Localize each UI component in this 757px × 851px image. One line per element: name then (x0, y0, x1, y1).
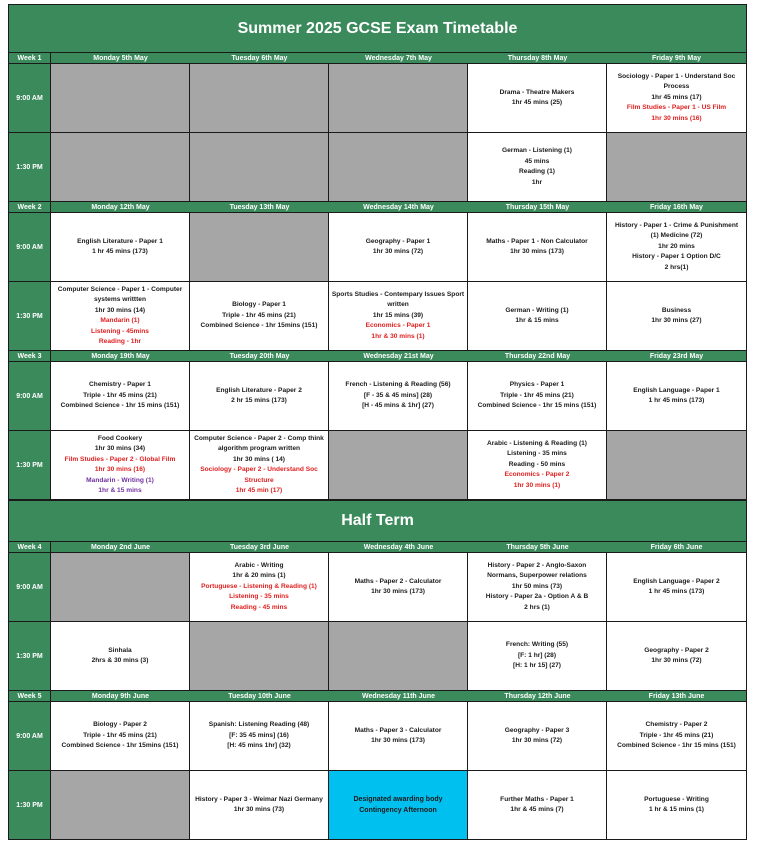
exam-cell (329, 553, 468, 621)
exam-line: 1hr 30 mins ( 14) (232, 455, 286, 463)
exam-line: Geography - Paper 1 (365, 237, 431, 245)
day-header: Wednesday 7th May (365, 54, 432, 62)
day-header: Tuesday 10th June (228, 692, 291, 700)
exam-cell (468, 213, 607, 281)
exam-line: Listening - 35 mins (507, 450, 567, 458)
time-label: 1:30 PM (9, 282, 51, 350)
weeks-before-half-term (8, 53, 747, 500)
time-slot-row (9, 63, 746, 132)
time-slot-row (9, 701, 746, 770)
exam-line: 1hr 30 mins (72) (651, 657, 702, 664)
exam-line: French - Listening & Reading (56) (345, 381, 451, 389)
week-label: Week 1 (9, 53, 51, 63)
exam-line: Combined Science - 1hr 15 mins (151) (60, 402, 180, 410)
day-header: Thursday 15th May (505, 203, 570, 211)
day-header: Friday 16th May (650, 203, 703, 211)
exam-line: Triple - 1hr 45 mins (21) (500, 391, 574, 399)
empty-slot (51, 133, 190, 201)
exam-line: [H: 45 mins 1hr] (32) (227, 742, 291, 750)
week-block (8, 691, 747, 840)
week-header-row (9, 691, 746, 701)
week-header-row (9, 53, 746, 63)
exam-line: [H: 1 hr 15] (27) (513, 662, 561, 670)
week-label: Week 5 (9, 691, 51, 701)
exam-line: 1hr 30 mins (173) (371, 737, 425, 744)
exam-line: written (387, 301, 409, 309)
day-header: Wednesday 11th June (361, 692, 435, 700)
exam-line: Sociology - Paper 1 - Understand Soc (617, 72, 736, 80)
week-block (8, 542, 747, 691)
exam-cell (607, 64, 746, 132)
exam-line: 1hr 30 mins (27) (651, 317, 702, 324)
empty-slot (190, 622, 329, 690)
exam-line: Film Studies - Paper 1 - US Film (626, 104, 727, 112)
day-header: Monday 2nd June (90, 543, 151, 551)
day-header: Tuesday 13th May (229, 203, 290, 211)
exam-line: [F: 35 45 mins] (16) (229, 731, 289, 739)
exam-line: [F: 1 hr] (28) (517, 651, 557, 659)
time-label: 1:30 PM (9, 133, 51, 201)
exam-cell (468, 553, 607, 621)
exam-cell (607, 213, 746, 281)
empty-slot (329, 622, 468, 690)
exam-cell (51, 282, 190, 350)
exam-cell (607, 553, 746, 621)
exam-line: Food Cookery (97, 434, 143, 442)
exam-cell (607, 362, 746, 430)
exam-line: English Language - Paper 2 (633, 577, 720, 585)
exam-line: Economics - Paper 2 (504, 471, 570, 479)
exam-line: Structure (244, 476, 274, 484)
exam-line: Film Studies - Paper 2 - Global Film (64, 455, 176, 463)
exam-cell (190, 362, 329, 430)
exam-line: History - Paper 2 - Anglo-Saxon (487, 561, 587, 569)
exam-line: Triple - 1hr 45 mins (21) (83, 391, 157, 399)
empty-slot (51, 64, 190, 132)
exam-line: 1hr 30 mins (16) (651, 114, 702, 122)
exam-line: Economics - Paper 1 (365, 322, 431, 330)
exam-line: Computer Science - Paper 1 - Computer (57, 285, 183, 293)
exam-cell (329, 702, 468, 770)
exam-line: Triple - 1hr 45 mins (21) (222, 311, 296, 319)
day-header: Thursday 12th June (504, 692, 571, 700)
exam-line: algorithm program written (217, 445, 301, 452)
exam-line: 1hr (531, 178, 543, 186)
exam-line: Physics - Paper 1 (509, 381, 565, 389)
exam-line: Geography - Paper 3 (504, 726, 570, 734)
exam-line: English Literature - Paper 2 (216, 386, 302, 394)
exam-cell (51, 622, 190, 690)
exam-line: 1 hr & 15 mins (1) (649, 806, 704, 813)
day-header: Monday 5th May (93, 54, 148, 62)
exam-line: 2 hr 15 mins (173) (231, 397, 287, 404)
empty-slot (329, 431, 468, 499)
exam-line: Arabic - Writing (234, 561, 284, 569)
exam-line: 1hr 45 min (17) (235, 487, 283, 494)
exam-line: German - Writing (1) (505, 306, 569, 314)
empty-slot (190, 213, 329, 281)
exam-line: Combined Science - 1hr 15mins (151) (61, 742, 179, 750)
weeks-after-half-term (8, 542, 747, 840)
exam-line: Sociology - Paper 2 - Understand Soc (200, 466, 318, 473)
week-label: Week 2 (9, 202, 51, 212)
exam-line: 1hr 30 mins (1) (513, 481, 561, 489)
exam-line: 1hr 45 mins (25) (511, 99, 563, 106)
exam-cell (190, 771, 329, 839)
exam-line: systems writtten (93, 296, 147, 303)
empty-slot (607, 431, 746, 499)
exam-line: 1hr 30 mins (72) (372, 248, 424, 255)
exam-line: 2 hrs (1) (524, 603, 550, 611)
exam-line: Arabic - Listening & Reading (1) (486, 439, 587, 447)
exam-line: Spanish: Listening Reading (48) (208, 721, 310, 729)
exam-line: (1) Medicine (72) (650, 232, 703, 240)
time-label: 9:00 AM (9, 553, 51, 621)
exam-line: 1hr & 15 mins (98, 487, 142, 494)
exam-line: Listening - 35 mins (229, 593, 289, 601)
exam-line: 1hr 30 mins (34) (94, 445, 146, 452)
exam-line: 1hr 50 mins (73) (511, 582, 563, 590)
empty-slot (190, 133, 329, 201)
day-header: Tuesday 20th May (229, 352, 290, 360)
exam-line: Reading - 1hr (98, 338, 142, 345)
exam-cell (468, 362, 607, 430)
exam-line: Contingency Afternoon (359, 807, 437, 814)
exam-cell (468, 431, 607, 499)
exam-line: 1 hr 45 mins (173) (92, 248, 148, 255)
exam-line: History - Paper 2a - Option A & B (485, 593, 589, 601)
exam-line: Biology - Paper 2 (93, 721, 147, 729)
day-header: Thursday 5th June (506, 543, 569, 551)
day-header: Wednesday 4th June (363, 543, 434, 551)
exam-line: 1hr 30 mins (173) (371, 588, 425, 595)
day-header: Thursday 8th May (507, 54, 568, 62)
week-block (8, 202, 747, 351)
day-header: Friday 13th June (648, 692, 705, 700)
week-block (8, 53, 747, 202)
week-block (8, 351, 747, 500)
time-label: 1:30 PM (9, 622, 51, 690)
day-header: Monday 9th June (91, 692, 150, 700)
exam-line: Maths - Paper 1 - Non Calculator (486, 237, 588, 245)
exam-line: Mandarin - Writing (1) (86, 476, 154, 484)
time-label: 1:30 PM (9, 431, 51, 499)
exam-line: Business (661, 306, 692, 314)
exam-cell (190, 702, 329, 770)
time-slot-row (9, 770, 746, 839)
time-slot-row (9, 132, 746, 201)
exam-line: English Language - Paper 1 (633, 386, 720, 394)
time-label: 9:00 AM (9, 213, 51, 281)
exam-cell (51, 213, 190, 281)
exam-line: French: Writing (55) (505, 641, 569, 649)
exam-line: Triple - 1hr 45 mins (21) (639, 731, 714, 739)
exam-cell (468, 133, 607, 201)
day-header: Wednesday 21st May (363, 352, 434, 360)
exam-line: Reading - 45 mins (230, 603, 288, 611)
exam-line: Portuguese - Listening & Reading (1) (201, 582, 317, 590)
day-header: Friday 23rd May (649, 352, 704, 360)
day-header: Monday 19th May (91, 352, 150, 360)
exam-cell (51, 362, 190, 430)
exam-line: Mandarin (1) (100, 317, 140, 324)
exam-line: Biology - Paper 1 (232, 301, 286, 309)
day-header: Thursday 22nd May (504, 352, 571, 360)
exam-line: Triple - 1hr 45 mins (21) (83, 731, 157, 739)
exam-line: Portuguese - Writing (644, 795, 709, 803)
exam-line: Combined Science - 1hr 15mins (151) (200, 322, 318, 330)
half-term-banner: Half Term (8, 500, 747, 542)
exam-line: 1hr 15 mins (39) (372, 311, 424, 319)
exam-cell (607, 622, 746, 690)
week-header-row (9, 202, 746, 212)
time-slot-row (9, 361, 746, 430)
exam-line: History - Paper 1 Option D/C (632, 253, 721, 261)
exam-line: 1hr 30 mins (14) (94, 306, 146, 314)
exam-line: Listening - 45mins (91, 327, 149, 335)
empty-slot (190, 64, 329, 132)
exam-line: Combined Science - 1hr 15 mins (151) (477, 402, 597, 410)
exam-line: Reading (1) (519, 168, 555, 175)
exam-line: 2hrs & 30 mins (3) (91, 657, 149, 664)
exam-cell (329, 282, 468, 350)
exam-line: 45 mins (524, 157, 550, 165)
exam-line: 1hr 20 mins (658, 242, 695, 250)
time-slot-row (9, 212, 746, 281)
week-label: Week 3 (9, 351, 51, 361)
time-label: 9:00 AM (9, 362, 51, 430)
exam-line: [H - 45 mins & 1hr] (27) (362, 402, 434, 410)
week-label: Week 4 (9, 542, 51, 552)
exam-line: Reading - 50 mins (508, 460, 566, 468)
exam-line: Maths - Paper 2 - Calculator (354, 577, 442, 585)
empty-slot (51, 771, 190, 839)
exam-cell (468, 282, 607, 350)
exam-line: Chemistry - Paper 2 (645, 721, 708, 729)
day-header: Friday 9th May (651, 54, 701, 62)
contingency-cell (329, 771, 468, 839)
exam-line: Further Maths - Paper 1 (500, 795, 574, 803)
exam-line: History - Paper 1 - Crime & Punishment (614, 221, 739, 229)
exam-cell (468, 622, 607, 690)
exam-cell (329, 362, 468, 430)
day-header: Monday 12th May (91, 203, 150, 211)
exam-line: 1hr 30 mins (173) (510, 248, 564, 255)
exam-line: Computer Science - Paper 2 - Comp think (194, 434, 324, 442)
exam-line: 1 hr 45 mins (173) (648, 397, 705, 404)
exam-cell (607, 282, 746, 350)
exam-cell (190, 553, 329, 621)
time-slot-row (9, 621, 746, 690)
exam-cell (607, 702, 746, 770)
week-header-row (9, 542, 746, 552)
exam-line: History - Paper 3 - Weimar Nazi Germany (195, 795, 323, 803)
exam-line: Designated awarding body (353, 796, 443, 803)
exam-line: 1hr 45 mins (17) (651, 93, 702, 101)
exam-line: Sports Studies - Contempary Issues Sport (331, 290, 465, 298)
exam-line: 1hr & 15 mins (515, 317, 559, 324)
time-label: 9:00 AM (9, 64, 51, 132)
exam-cell (190, 282, 329, 350)
exam-line: 2 hrs(1) (664, 263, 689, 271)
exam-line: 1hr & 45 mins (7) (510, 806, 564, 813)
exam-line: Chemistry - Paper 1 (89, 381, 151, 389)
empty-slot (607, 133, 746, 201)
exam-line: [F - 35 & 45 mins] (28) (363, 391, 433, 399)
time-slot-row (9, 552, 746, 621)
time-slot-row (9, 281, 746, 350)
exam-line: English Literature - Paper 1 (77, 237, 163, 245)
exam-line: Drama - Theatre Makers (499, 88, 575, 96)
day-header: Tuesday 6th May (231, 54, 288, 62)
exam-line: Maths - Paper 3 - Calculator (354, 726, 442, 734)
exam-line: Sinhala (108, 646, 132, 654)
exam-line: 1hr & 30 mins (1) (371, 332, 425, 340)
exam-line: 1hr 30 mins (16) (94, 466, 146, 473)
empty-slot (51, 553, 190, 621)
day-header: Friday 6th June (650, 543, 703, 551)
exam-cell (329, 213, 468, 281)
exam-cell (468, 771, 607, 839)
empty-slot (329, 64, 468, 132)
exam-line: 1hr 30 mins (73) (233, 806, 285, 813)
exam-line: 1 hr 45 mins (173) (648, 588, 705, 595)
exam-line: German - Listening (1) (502, 147, 572, 154)
timetable (8, 4, 747, 840)
exam-line: Normans, Superpower relations (487, 572, 587, 580)
time-label: 1:30 PM (9, 771, 51, 839)
day-header: Tuesday 3rd June (229, 543, 289, 551)
exam-line: Geography - Paper 2 (644, 646, 709, 654)
week-header-row (9, 351, 746, 361)
time-label: 9:00 AM (9, 702, 51, 770)
exam-line: 1hr 30 mins (72) (511, 737, 563, 744)
day-header: Wednesday 14th May (363, 203, 434, 211)
empty-slot (329, 133, 468, 201)
page-title: Summer 2025 GCSE Exam Timetable (8, 4, 747, 53)
exam-cell (51, 702, 190, 770)
exam-cell (51, 431, 190, 499)
exam-cell (468, 702, 607, 770)
exam-line: Process (663, 83, 690, 91)
exam-line: Combined Science - 1hr 15 mins (151) (617, 742, 736, 750)
exam-cell (190, 431, 329, 499)
exam-line: 1hr & 20 mins (1) (232, 572, 286, 580)
time-slot-row (9, 430, 746, 499)
exam-cell (607, 771, 746, 839)
exam-cell (468, 64, 607, 132)
